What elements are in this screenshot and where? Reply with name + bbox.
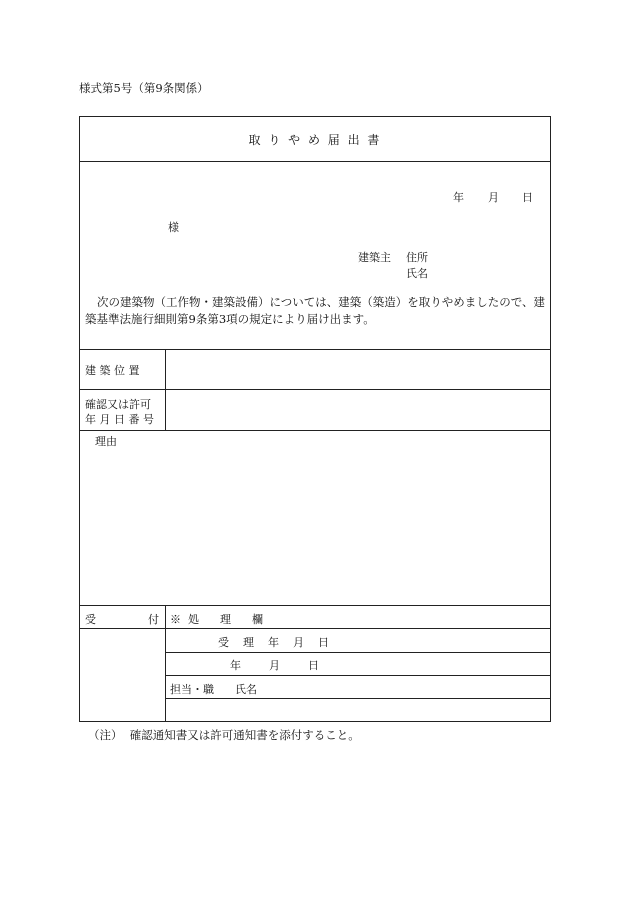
- permit-divider: [79, 430, 551, 431]
- applicant-address-label: 住所: [406, 251, 428, 264]
- applicant-role: 建築主: [358, 251, 391, 264]
- permit-value[interactable]: [170, 392, 546, 427]
- reason-value[interactable]: [85, 450, 545, 600]
- reception-label-b: 付: [148, 613, 159, 626]
- processing-column-label: ※ 処 理 欄: [170, 613, 263, 626]
- permit-label-line2: 年 月 日 番 号: [85, 413, 154, 426]
- office-row-divider-3: [165, 698, 551, 699]
- declaration-divider: [79, 349, 551, 350]
- reason-divider: [79, 605, 551, 606]
- footnote: （注） 確認通知書又は許可通知書を添付すること。: [88, 728, 360, 742]
- received-date-row: 受 理 年 月 日: [218, 636, 329, 649]
- declaration-text: 次の建築物（工作物・建築設備）については、建築（築造）を取りやめましたので、建築基準法施行細則第9条第3項の規定により届け出ます。: [85, 295, 546, 326]
- office-row-divider-1: [165, 652, 551, 653]
- processing-date-row: 年 月 日: [230, 659, 319, 672]
- location-value[interactable]: [170, 352, 546, 386]
- applicant-name-label: 氏名: [406, 267, 428, 280]
- staff-row: 担当・職 氏名: [170, 683, 257, 696]
- form-number-label: 様式第5号（第9条関係）: [79, 81, 209, 95]
- date-month: 月: [488, 191, 499, 204]
- location-divider: [79, 389, 551, 390]
- office-column-divider: [165, 605, 166, 722]
- reception-label-a: 受: [85, 613, 96, 626]
- permit-label-line1: 確認又は許可: [85, 398, 151, 411]
- reason-label: 理由: [95, 435, 117, 448]
- office-row-divider-2: [165, 675, 551, 676]
- field-column-divider: [165, 349, 166, 430]
- date-day: 日: [522, 191, 533, 204]
- office-header-divider: [79, 628, 551, 629]
- title-divider: [79, 161, 551, 162]
- date-year: 年: [453, 191, 464, 204]
- form-title: 取 り や め 届 出 書: [248, 133, 382, 147]
- addressee-suffix: 様: [168, 221, 179, 234]
- location-label: 建 築 位 置: [85, 364, 140, 377]
